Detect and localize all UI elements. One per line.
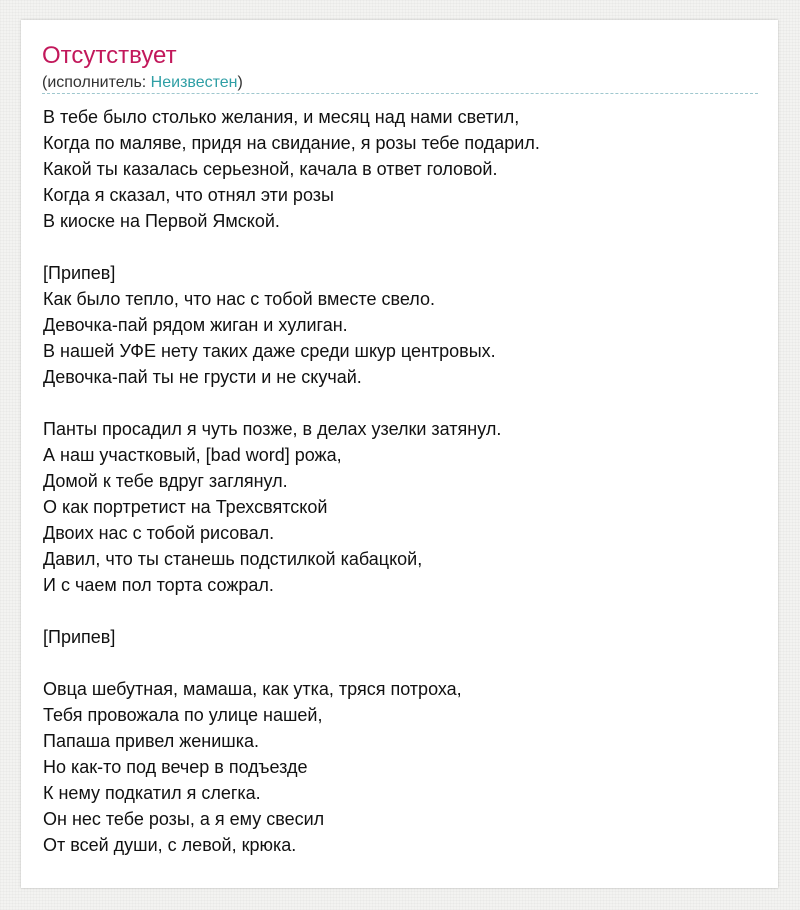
lyric-line: Двоих нас с тобой рисовал.: [43, 523, 275, 543]
lyric-line: Девочка-пай ты не грусти и не скучай.: [43, 367, 362, 387]
lyric-line: Овца шебутная, мамаша, как утка, тряся потроха,: [43, 679, 462, 699]
lyric-line: Девочка-пай рядом жиган и хулиган.: [43, 315, 348, 335]
chorus-label: [Припев]: [43, 627, 116, 647]
lyric-line: О как портретист на Трехсвятской: [43, 497, 328, 517]
lyric-line: Давил, что ты станешь подстилкой кабацкой,: [43, 549, 423, 569]
lyric-line: От всей души, с левой, крюка.: [43, 835, 297, 855]
stanza-break: [43, 598, 763, 624]
lyric-line: К нему подкатил я слегка.: [43, 783, 261, 803]
lyric-line: Он нес тебе розы, а я ему свесил: [43, 809, 325, 829]
song-title: Отсутствует: [42, 42, 177, 69]
lyric-line: Панты просадил я чуть позже, в делах узелки затянул.: [43, 419, 502, 439]
lyric-line: Когда я сказал, что отнял эти розы: [43, 185, 334, 205]
artist-link[interactable]: Неизвестен: [150, 74, 238, 91]
lyric-line: Тебя провожала по улице нашей,: [43, 705, 323, 725]
artist-line: [42, 73, 243, 92]
lyric-line: Домой к тебе вдруг заглянул.: [43, 471, 288, 491]
artist-prefix: (исполнитель:: [42, 74, 151, 91]
lyric-line: В нашей УФЕ нету таких даже среди шкур центровых.: [43, 341, 496, 361]
lyrics-body: [43, 104, 763, 858]
lyric-line: Когда по маляве, придя на свидание, я розы тебе подарил.: [43, 133, 540, 153]
lyric-line: Папаша привел женишка.: [43, 731, 260, 751]
lyric-line: Но как-то под вечер в подъезде: [43, 757, 308, 777]
stanza-break: [43, 650, 763, 676]
lyric-line: И с чаем пол торта сожрал.: [43, 575, 274, 595]
lyric-line: В тебе было столько желания, и месяц над нами светил,: [43, 107, 520, 127]
chorus-label: [Припев]: [43, 263, 116, 283]
lyrics-card: [21, 20, 778, 888]
lyric-line: Какой ты казалась серьезной, качала в ответ головой.: [43, 159, 498, 179]
lyric-line: Как было тепло, что нас с тобой вместе свело.: [43, 289, 435, 309]
stanza-break: [43, 234, 763, 260]
artist-suffix: ): [237, 74, 243, 91]
stanza-break: [43, 390, 763, 416]
lyric-line: А наш участковый, [bad word] рожа,: [43, 445, 342, 465]
lyric-line: В киоске на Первой Ямской.: [43, 211, 280, 231]
title-divider: [42, 93, 758, 94]
